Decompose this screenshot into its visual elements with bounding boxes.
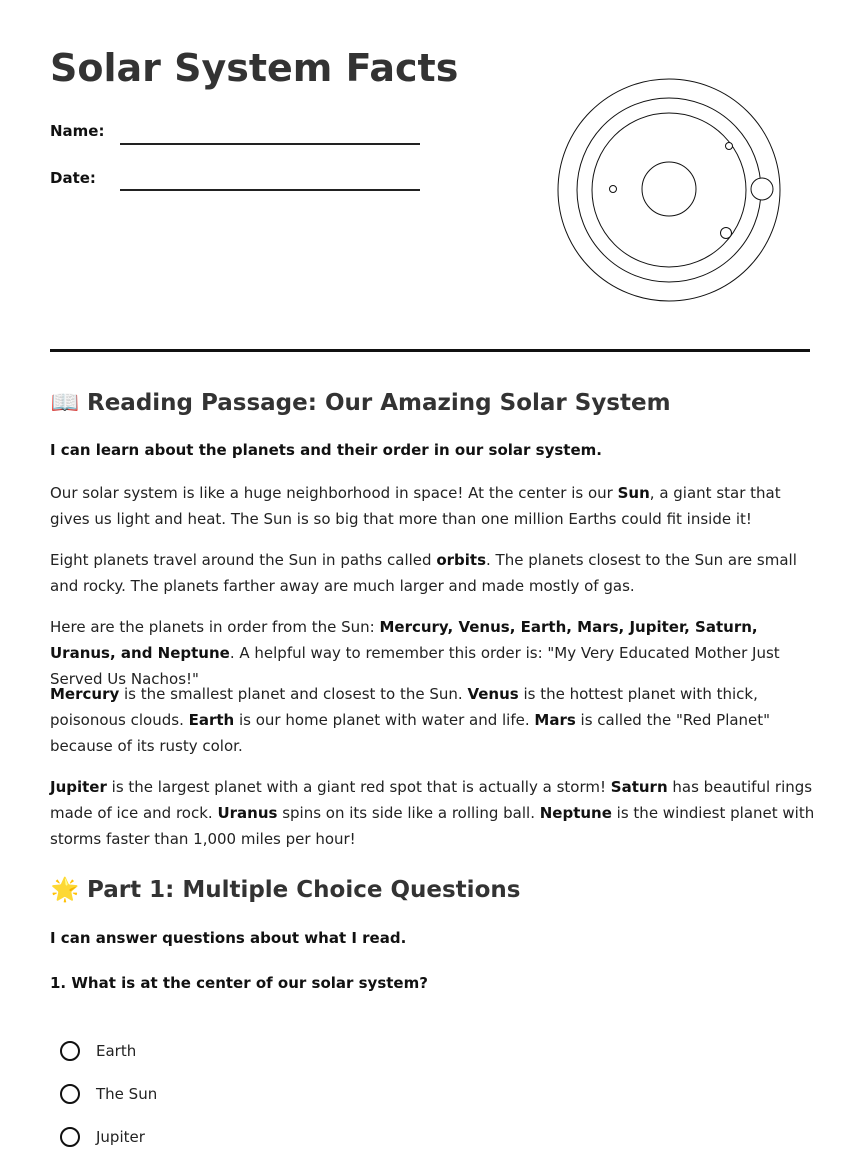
sun-circle — [642, 162, 696, 216]
bold-term: Uranus — [217, 804, 278, 822]
solar-system-illustration — [550, 70, 790, 310]
option-label: Earth — [96, 1042, 137, 1060]
radio-button[interactable] — [60, 1041, 80, 1061]
planet-small-top — [726, 143, 733, 150]
bold-term: Mercury — [50, 685, 120, 703]
question-1-option-earth[interactable] — [60, 1038, 136, 1064]
radio-button[interactable] — [60, 1127, 80, 1147]
planet-medium — [721, 228, 732, 239]
bold-term: Earth — [188, 711, 235, 729]
option-label: Jupiter — [96, 1128, 145, 1146]
passage-paragraph: Mercury is the smallest planet and closest to the Sun. Venus is the hottest planet with thick, poisonous clouds. Earth is our home planet with water and life. Mars is called the "Red Planet" because of its rusty color. — [50, 685, 771, 755]
name-label: Name: — [50, 122, 105, 140]
question-1-text: 1. What is at the center of our solar system? — [50, 974, 428, 992]
bold-term: orbits — [436, 551, 486, 569]
planet-small-left — [610, 186, 617, 193]
bold-term: Sun — [617, 484, 650, 502]
part1-heading-text: Part 1: Multiple Choice Questions — [87, 877, 521, 903]
question-1-option-jupiter[interactable] — [60, 1124, 145, 1150]
option-label: The Sun — [96, 1085, 158, 1103]
passage-paragraph: Here are the planets in order from the Sun: Mercury, Venus, Earth, Mars, Jupiter, Saturn, Uranus, and Neptune. A helpful way to remember this order is: "My Very Educated Mother Just Served Us Nachos!" — [50, 618, 780, 688]
bold-term: Jupiter — [50, 778, 107, 796]
radio-button[interactable] — [60, 1084, 80, 1104]
bold-term: Mercury, Venus, Earth, Mars, Jupiter, Saturn, Uranus, and Neptune — [50, 618, 758, 662]
header-divider — [50, 349, 810, 352]
name-line[interactable] — [120, 143, 420, 145]
star-icon: 🌟 — [50, 877, 80, 903]
reading-objective: I can learn about the planets and their order in our solar system. — [50, 441, 602, 459]
part1-heading — [50, 876, 520, 903]
part1-objective: I can answer questions about what I read. — [50, 929, 407, 947]
bold-term: Mars — [534, 711, 576, 729]
bold-term: Saturn — [610, 778, 668, 796]
bold-term: Venus — [467, 685, 519, 703]
bold-term: Neptune — [539, 804, 612, 822]
question-1-option-the-sun[interactable] — [60, 1081, 157, 1107]
page-title: Solar System Facts — [50, 46, 459, 90]
date-line[interactable] — [120, 189, 420, 191]
passage-paragraph: Jupiter is the largest planet with a giant red spot that is actually a storm! Saturn has beautiful rings made of ice and rock. Uranus spins on its side like a rolling ball. Neptune is the windiest planet with storms faster than 1,000 miles per hour! — [50, 778, 815, 848]
planet-large — [751, 178, 773, 200]
passage-paragraph: Eight planets travel around the Sun in paths called orbits. The planets closest to the Sun are small and rocky. The planets farther away are much larger and made mostly of gas. — [50, 551, 797, 595]
reading-heading-text: Reading Passage: Our Amazing Solar System — [87, 390, 671, 416]
passage-paragraph: Our solar system is like a huge neighborhood in space! At the center is our Sun, a giant star that gives us light and heat. The Sun is so big that more than one million Earths could fit inside it! — [50, 484, 781, 528]
reading-heading — [50, 389, 671, 416]
book-icon: 📖 — [50, 390, 80, 416]
date-label: Date: — [50, 169, 96, 187]
